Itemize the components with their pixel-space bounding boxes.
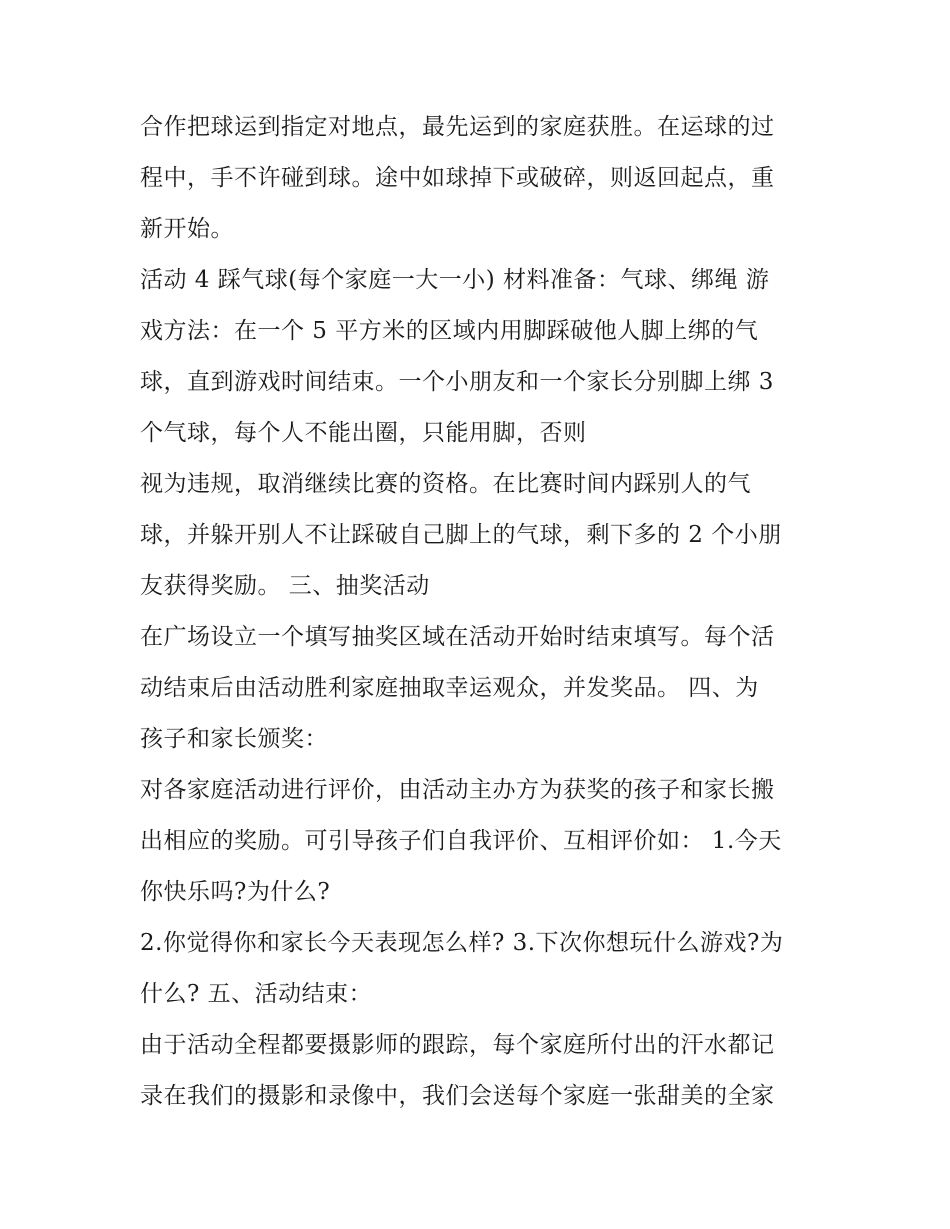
text-line-10: 友获得奖励。 三、抽奖活动 [140,573,430,599]
text-line-13: 孩子和家长颁奖： [140,726,328,752]
text-line-6: 球，直到游戏时间结束。一个小朋友和一个家长分别脚上绑 3 [140,369,774,395]
text-line-17: 2.你觉得你和家长今天表现怎么样? 3.下次你想玩什么游戏?为 [140,930,784,956]
text-line-14: 对各家庭活动进行评价，由活动主办方为获奖的孩子和家长搬 [140,777,775,803]
text-line-8: 视为违规，取消继续比赛的资格。在比赛时间内踩别人的气 [140,471,751,497]
text-line-16: 你快乐吗?为什么? [140,879,331,905]
text-line-18: 什么? 五、活动结束： [140,981,373,1007]
text-line-15: 出相应的奖励。可引导孩子们自我评价、互相评价如： 1.今天 [140,828,782,854]
text-line-3: 新开始。 [140,216,234,242]
text-line-9: 球，并躲开别人不让踩破自己脚上的气球，剩下多的 2 个小朋 [140,522,782,548]
text-line-20: 录在我们的摄影和录像中，我们会送每个家庭一张甜美的全家 [140,1083,775,1109]
text-line-2: 程中，手不许碰到球。途中如球掉下或破碎，则返回起点，重 [140,165,775,191]
text-line-5: 戏方法：在一个 5 平方米的区域内用脚踩破他人脚上绑的气 [140,318,759,344]
text-line-11: 在广场设立一个填写抽奖区域在活动开始时结束填写。每个活 [140,624,775,650]
document-body [140,102,830,1122]
text-line-1: 合作把球运到指定对地点，最先运到的家庭获胜。在运球的过 [140,114,775,140]
text-line-7: 个气球，每个人不能出圈，只能用脚，否则 [140,420,587,446]
text-line-12: 动结束后由活动胜利家庭抽取幸运观众，并发奖品。 四、为 [140,675,759,701]
text-line-19: 由于活动全程都要摄影师的跟踪，每个家庭所付出的汗水都记 [140,1032,775,1058]
text-line-4: 活动 4 踩气球(每个家庭一大一小) 材料准备：气球、绑绳 游 [140,267,770,293]
